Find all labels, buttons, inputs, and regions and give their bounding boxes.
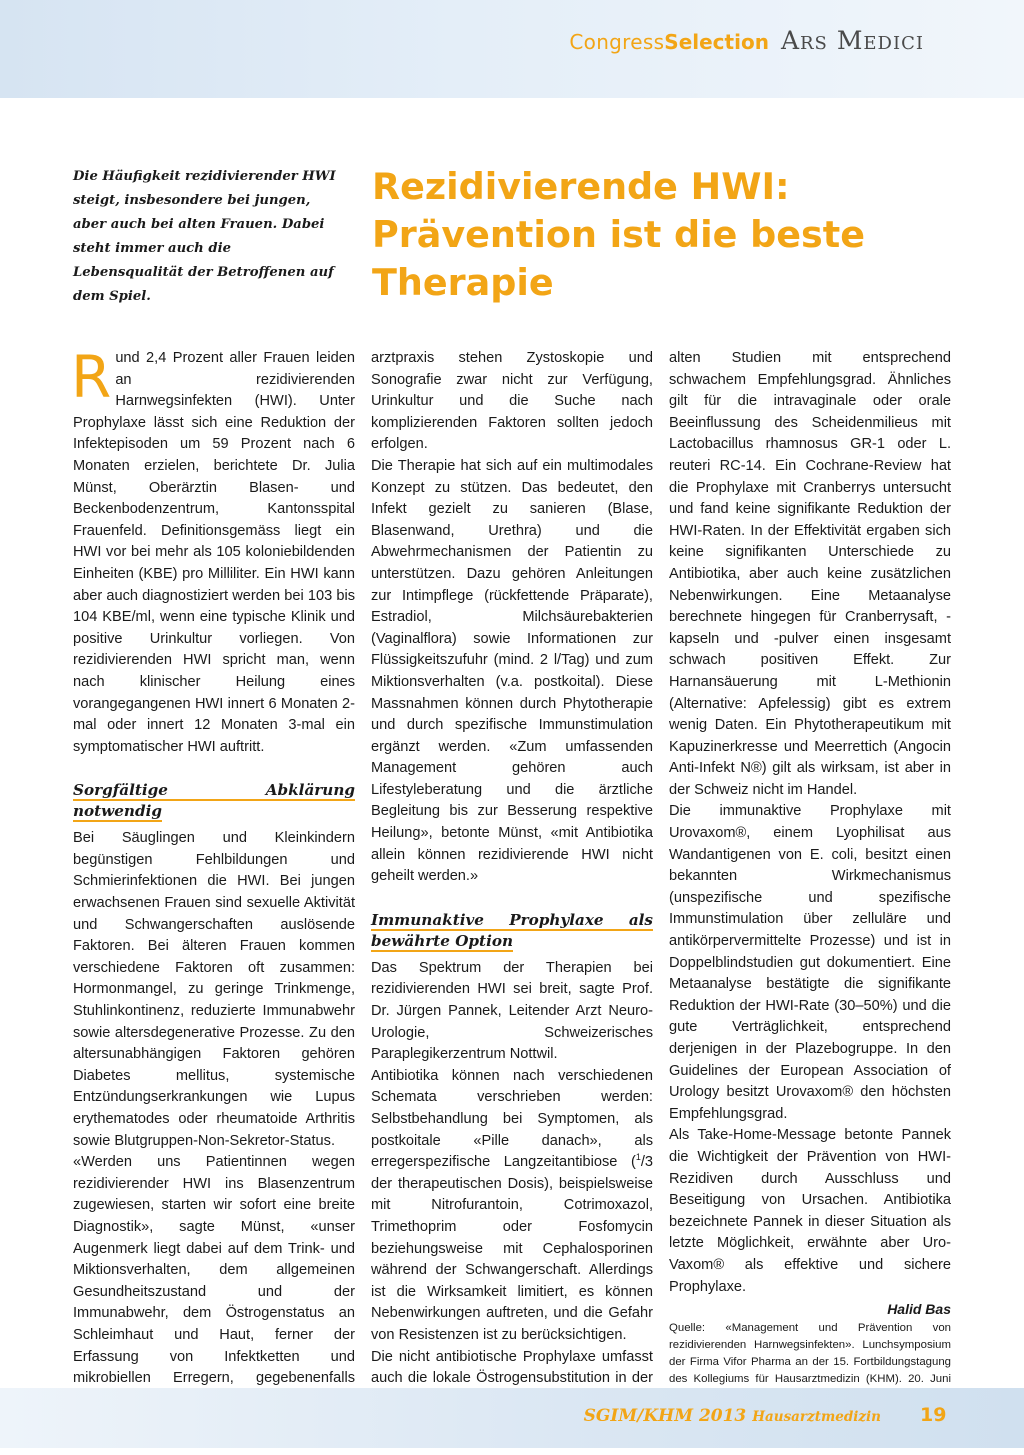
drop-cap: R xyxy=(71,343,112,411)
paragraph-take-home: Als Take-Home-Message betonte Pannek die Wichtigkeit der Prävention von HWI-Rezidiven durch Ausschluss und Beseitigung von Ursachen. Antibiotika bezeichnete Pannek in dieser Situation als letzte Möglichkeit, erwähnte aber Uro-Vaxom® als effektive und sichere Prophylaxe. xyxy=(669,1127,951,1295)
paragraph-diagnostics: «Werden uns Patientinnen wegen rezidivierender HWI ins Blasenzentrum zugewiesen, starten wir sofort eine breite Diagnostik», sagte Münst, «unser Augenmerk liegt dabei auf dem Trink- und Miktionsverhalten, dem allgemeinen Gesundheitszustand und der Immunabwehr, dem Östrogenstatus an Schleimhaut und Haut, ferner der Erfassung von Infektketten und mikrobiellen Erregern, gegebenenfalls xyxy=(73,1154,355,1387)
footer-journal-name: SGIM/KHM 2013 xyxy=(583,1406,747,1426)
source-note: Quelle: «Management und Prävention von rezidivierenden Harnwegsinfekten». Lunchsymposium der Firma Vifor Pharma an der 15. Fortbildungstagung des Kollegiums für Hausarztmedizin (KHM). 20. Juni xyxy=(669,1322,951,1386)
brand-selection: Selection xyxy=(664,30,769,54)
paragraph-diagnostics-continued: arztpraxis stehen Zystoskopie und Sonografie zwar nicht zur Verfügung, Urinkultur und die Suche nach komplizierenden Faktoren sollten jedoch erfolgen. xyxy=(371,350,653,453)
subheading-prophylaxe: Immunaktive Prophylaxe als bewährte Option xyxy=(371,910,653,950)
footer-section: Hausarztmedizin xyxy=(752,1409,881,1425)
paragraph-non-antibiotic: Die nicht antibiotische Prophylaxe umfasst auch die lokale Östrogensubstitution in der xyxy=(371,1348,653,1387)
article-title: Rezidivierende HWI: Prävention ist die beste Therapie xyxy=(372,165,865,304)
paragraph-spectrum: Das Spektrum der Therapien bei rezidivierenden HWI sei breit, sagte Prof. Dr. Jürgen Pannek, Leitender Arzt Neuro-Urologie, Schweizerisches Paraplegikerzentrum Nottwil. xyxy=(371,959,653,1063)
article-lead: Die Häufigkeit rezidivierender HWI steigt, insbesondere bei jungen, aber auch bei alten Frauen. Dabei steht immer auch die Lebensqualität der Betroffenen auf dem Spiel. xyxy=(73,169,336,304)
author-name: Halid Bas xyxy=(887,1301,951,1318)
intro-paragraph xyxy=(71,343,355,758)
article-column-3-flow xyxy=(669,348,951,1405)
ars-medici-logo: Ars Medici xyxy=(780,26,924,55)
paragraph-therapy-concept: Die Therapie hat sich auf ein multimodales Konzept zu stützen. Das bedeutet, den Infekt gezielt zu sanieren (Blase, Blasenwand, Urethra) und die Abwehrmechanismen der Patientin zu unterstützen. Dazu gehören Anleitungen zur Intimpflege (rückfettende Präparate), Estradiol, Milchsäurebakterien (Vaginalflora) sowie Informationen zur Flüssigkeitszufuhr (mind. 2 l/Tag) und zum Miktionsverhalten (v.a. postkoital). Diese Massnahmen können durch Phytotherapie und durch spezifische Immunstimulation ergänzt werden. «Zum umfassenden Management gehören auch Lifestyleberatung und die ärztliche Begleitung bis zur Besserung respektive Heilung», betonte Münst, «mit Antibiotika allein können rezidivierende HWI nicht geheilt werden.» xyxy=(371,457,653,885)
header-brand xyxy=(569,26,924,62)
article-column-2-flow xyxy=(371,348,653,1433)
brand-congress: Congress xyxy=(569,30,665,54)
intro-text: und 2,4 Prozent aller Frauen leiden an rezidivierenden Harnwegsinfekten (HWI). Unter Prophylaxe lässt sich eine Reduktion der Infektepisoden um 59 Prozent nach 6 Monaten erzielen, berichtete Dr. Julia Münst, Oberärztin Blasen- und Beckenbodenzentrum, Kantonsspital Frauenfeld. Definitionsgemäss liegt ein HWI vor bei mehr als 105 koloniebildenden Einheiten (KBE) pro Milliliter. Ein HWI kann aber auch diagnostiziert werden bei 103 bis 104 KBE/ml, wenn eine typische Klinik und positive Urinkultur vorliegen. Von rezidivierenden HWI spricht man, wenn nach klinischer Heilung eines vorangegangenen HWI innert 6 Monaten 2-mal oder innert 12 Monaten 3-mal ein symptomatischer HWI auftritt. xyxy=(73,350,355,755)
paragraph-non-antibiotic-continued: alten Studien mit entsprechend schwachem Empfehlungsgrad. Ähnliches gilt für die intravaginale oder orale Beeinflussung des Scheidenmilieus mit Lactobacillus rhamnosus GR-1 oder L. reuteri RC-14. Ein Cochrane-Review hat die Prophylaxe mit Cranberrys untersucht und fand keine signifikante Reduktion der HWI-Raten. In der Effektivität ergaben sich keine signifikanten Unterschiede zu Antibiotika, aber auch keine zusätzlichen Nebenwirkungen. Eine Metaanalyse berechnete hingegen für Cranberrysaft, -kapseln und -pulver einen insgesamt schwach positiven Effekt. Zur Harnansäuerung mit L-Methionin (Alternative: Apfelessig) gibt es extrem wenig Daten. Ein Phytotherapeutikum mit Kapuzinerkresse und Meerrettich (Angocin Anti-Infekt N®) gilt als wirksam, ist aber in der Schweiz nicht im Handel. xyxy=(669,350,951,798)
paragraph-risk-factors: Bei Säuglingen und Kleinkindern begünstigen Fehlbildungen und Schmierinfektionen die HWI. Bei jungen erwachsenen Frauen sind sexuelle Aktivität und Schwangerschaften auslösende Faktoren. Bei älteren Frauen kommen verschiedene Faktoren oft zusammen: Hormonmangel, zu geringe Trinkmenge, Stuhlinkontinenz, reduzierte Immunabwehr sowie altersdegenerative Prozesse. Zu den altersunabhängigen Faktoren gehören Diabetes mellitus, systemische Entzündungserkrankungen wie Lupus erythematodes oder rheumatoide Arthritis sowie Blutgruppen-Non-Sekretor-Status. xyxy=(73,830,355,1149)
paragraph-urovaxom: Die immunaktive Prophylaxe mit Urovaxom®, einem Lyophilisat aus Wandantigenen von E. coli, besitzt einen bekannten Wirkmechanismus (unspezifische und spezifische Immunstimulation über zelluläre und antikörpervermittelte Prozesse) und ist in Doppelblindstudien gut dokumentiert. Eine Metaanalyse bestätigte die signifikante Reduktion der HWI-Rate (30–50%) und die gute Verträglichkeit, entsprechend derjenigen in der Plazebogruppe. In den Guidelines der European Association of Urology besitzt Urovaxom® den höchsten Empfehlungsgrad. xyxy=(669,803,951,1122)
subheading-abklaerung: Sorgfältige Abklärung notwendig xyxy=(73,781,355,821)
footer-journal xyxy=(584,1406,881,1426)
article-column-1 xyxy=(71,343,355,1455)
page-number: 19 xyxy=(920,1404,947,1426)
paragraph-antibiotics: Antibiotika können nach verschiedenen Schemata verschrieben werden: Selbstbehandlung bei Symptomen, als postkoitale «Pille danach», als erregerspezifische Langzeitantibiose ($^1$/3 der therapeutischen Dosis), beispielsweise mit Nitrofurantoin, Cotrimoxazol, Trimethoprim oder Fosfomycin beziehungsweise mit Cephalosporinen während der Schwangerschaft. Allerdings ist die Wirksamkeit limitiert, es können Nebenwirkungen auftreten, und die Gefahr von Resistenzen ist zu berücksichtigen. xyxy=(371,1067,653,1343)
